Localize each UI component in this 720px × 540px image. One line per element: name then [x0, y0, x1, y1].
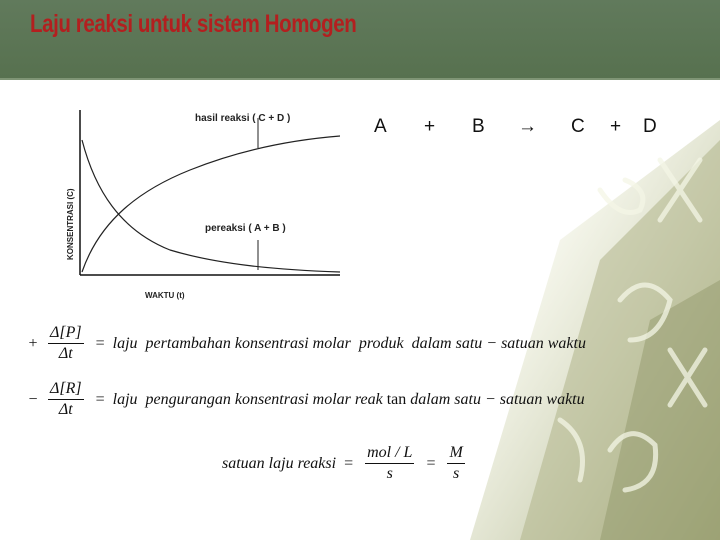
rate-equation-product	[26, 323, 586, 364]
rate-fraction	[48, 379, 84, 420]
equals-sign: =	[95, 390, 105, 408]
description-part: tan	[382, 390, 411, 408]
equals-sign: =	[344, 454, 354, 472]
product-c: C	[571, 116, 585, 137]
equation-sign: +	[28, 334, 38, 352]
unit-label: satuan laju reaksi	[222, 454, 337, 472]
x-axis-label: WAKTU (t)	[145, 291, 185, 300]
reactant-label: pereaksi ( A + B )	[205, 223, 286, 234]
reaction-arrow: →	[518, 116, 537, 137]
product-curve	[82, 136, 340, 272]
reactant-b: B	[472, 116, 485, 137]
fraction-numerator: Δ[R]	[48, 379, 84, 400]
equals-sign: =	[426, 454, 436, 472]
reactant-curve	[82, 140, 340, 272]
rate-unit-equation	[222, 443, 469, 484]
reactant-a: A	[374, 116, 387, 137]
equation-description	[113, 391, 585, 409]
title-bar	[0, 0, 720, 80]
plus-sign: +	[610, 116, 622, 137]
plus-sign: +	[424, 116, 436, 137]
rate-equation-reactant	[26, 379, 585, 420]
concentration-time-graph	[60, 100, 350, 305]
product-label: hasil reaksi ( C + D )	[195, 113, 291, 124]
description-part: dalam satu − satuan waktu	[410, 390, 585, 408]
unit-fraction	[447, 443, 464, 484]
y-axis-label: KONSENTRASI (C)	[66, 188, 75, 260]
fraction-denominator: Δt	[58, 345, 73, 362]
rate-fraction	[48, 323, 84, 364]
equation-sign: −	[28, 390, 38, 408]
fraction-numerator: M	[447, 443, 464, 464]
fraction-denominator: Δt	[58, 401, 73, 418]
fraction-denominator: s	[453, 465, 460, 482]
fraction-denominator: s	[386, 465, 393, 482]
product-d: D	[643, 116, 657, 137]
unit-fraction	[365, 443, 414, 484]
fraction-numerator: Δ[P]	[48, 323, 84, 344]
slide-title: Laju reaksi untuk sistem Homogen	[30, 10, 357, 38]
equals-sign: =	[95, 334, 105, 352]
equation-description: laju pertambahan konsentrasi molar produk dalam satu − satuan waktu	[112, 334, 586, 352]
fraction-numerator: mol / L	[365, 443, 414, 464]
description-part: laju pengurangan konsentrasi molar reak	[112, 390, 383, 408]
